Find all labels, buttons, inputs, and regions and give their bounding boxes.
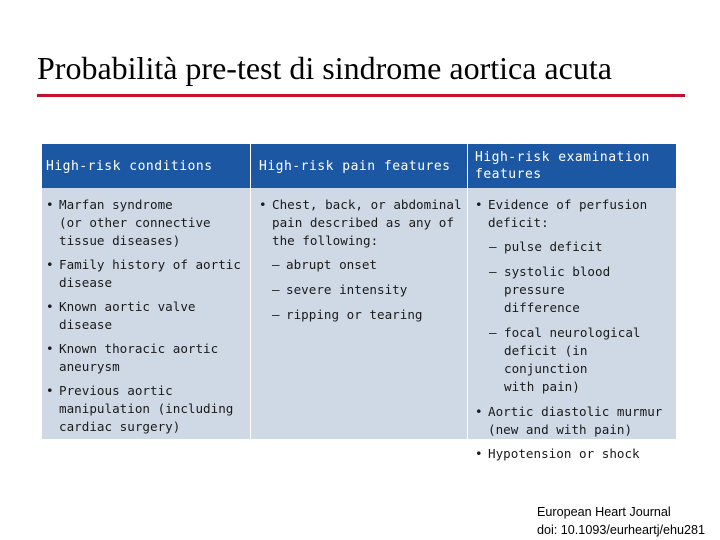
header-pain-features: High-risk pain features	[259, 158, 451, 174]
list-item: • Previous aortic manipulation (including cardiac surgery)	[44, 382, 250, 436]
risk-table	[42, 144, 676, 461]
list-item: • Evidence of perfusion deficit:	[473, 196, 676, 232]
list-item: • Hypotension or shock	[473, 445, 676, 463]
sub-list-item: – pulse deficit	[473, 238, 676, 256]
table-header	[42, 144, 676, 188]
header-examination-features: High-risk examination features	[475, 150, 650, 182]
column-divider	[467, 144, 468, 439]
conditions-column	[44, 196, 250, 442]
header-conditions: High-risk conditions	[46, 158, 213, 174]
list-item: • Marfan syndrome (or other connective tissue diseases)	[44, 196, 250, 250]
slide-title: Probabilità pre-test di sindrome aortica acuta	[37, 50, 612, 86]
list-item: • Family history of aortic disease	[44, 256, 250, 292]
sub-list-item: – systolic blood pressure difference	[473, 263, 676, 317]
pain-features-column	[257, 196, 467, 331]
list-item: • Aortic diastolic murmur (new and with pain)	[473, 403, 676, 439]
list-item: • Chest, back, or abdominal pain described as any of the following:	[257, 196, 467, 250]
list-item: • Known thoracic aortic aneurysm	[44, 340, 250, 376]
citation: European Heart Journal doi: 10.1093/eurheartj/ehu281	[537, 505, 706, 537]
sub-list-item: – focal neurological deficit (in conjunction with pain)	[473, 324, 676, 396]
list-item: • Known aortic valve disease	[44, 298, 250, 334]
sub-list-item: – abrupt onset	[257, 256, 467, 274]
examination-features-column	[473, 196, 676, 469]
title-divider	[37, 94, 685, 97]
sub-list-item: – ripping or tearing	[257, 306, 467, 324]
column-divider	[250, 144, 251, 439]
sub-list-item: – severe intensity	[257, 281, 467, 299]
